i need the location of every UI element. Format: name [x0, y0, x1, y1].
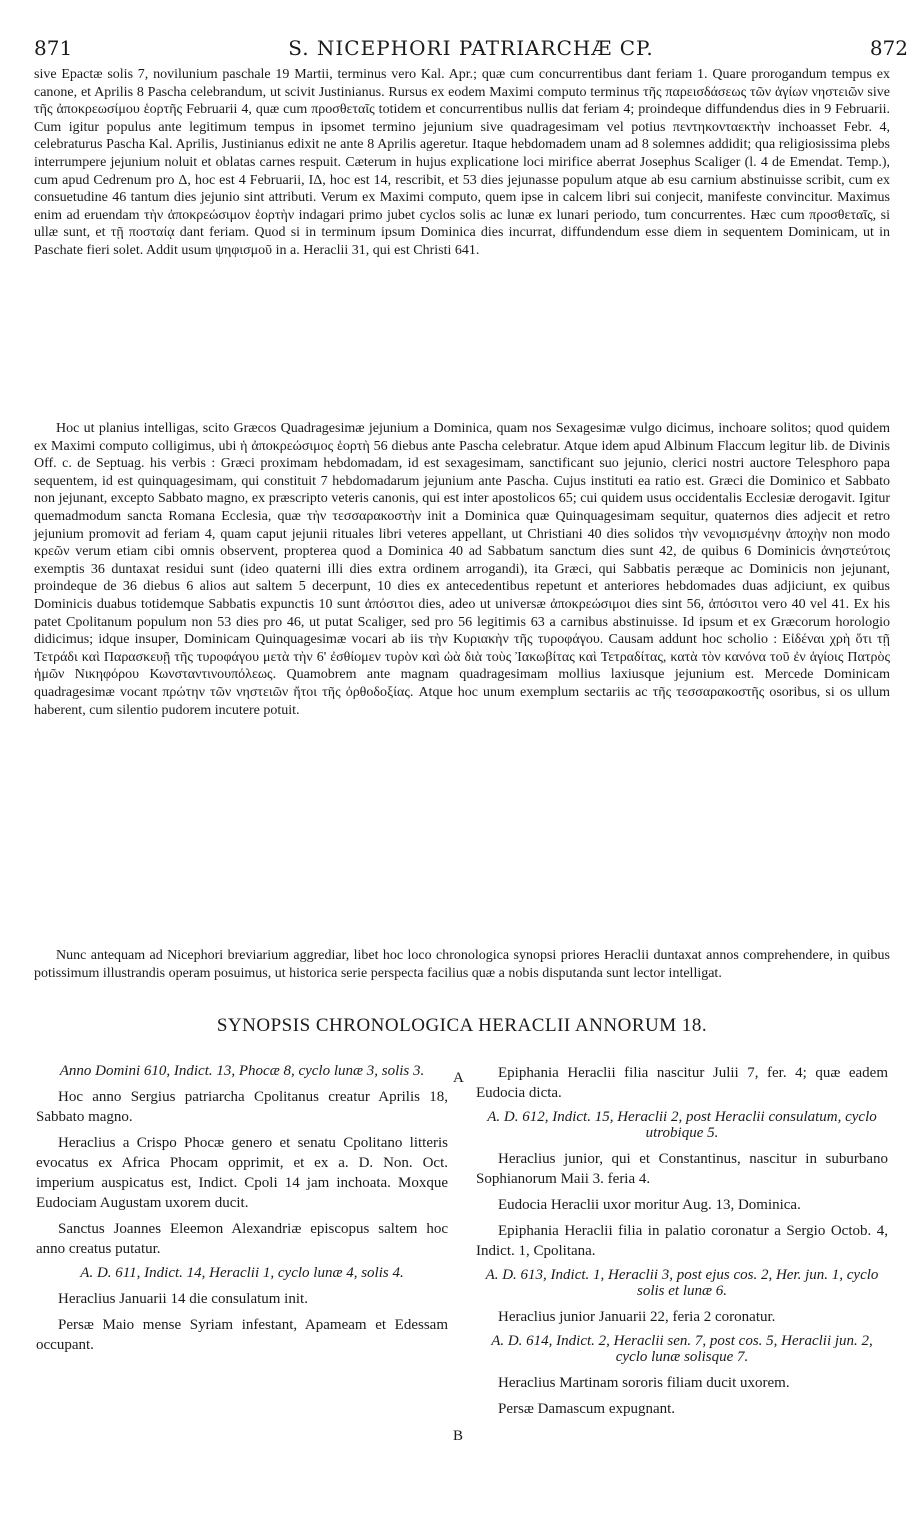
year-heading: A. D. 613, Indict. 1, Heraclii 3, post ejus cos. 2, Her. jun. 1, cyclo solis et lunæ 6. [485, 1267, 879, 1299]
running-header [34, 36, 908, 62]
column-number-right: 872 [869, 36, 908, 60]
margin-letter-b: B [453, 1428, 464, 1444]
synopsis-entry: Heraclius a Crispo Phocæ genero et senatu Cpolitano litteris evocatus ex Africa Phocam opprimit, et ex a. D. Non. Oct. imperium auspicatus est, Indict. Cpoli 14 jam inchoata. Moxque Eudociam Augustam uxorem ducit. [36, 1135, 448, 1211]
year-heading: A. D. 614, Indict. 2, Heraclii sen. 7, post cos. 5, Heraclii jun. 2, cyclo lunæ solisque 7. [491, 1333, 873, 1365]
running-title: S. NICEPHORI PATRIARCHÆ CP. [288, 36, 654, 60]
synopsis-entry: Persæ Maio mense Syriam infestant, Apameam et Edessam occupant. [36, 1317, 448, 1353]
synopsis-right-column [476, 1063, 888, 1425]
synopsis-entry: Heraclius Januarii 14 die consulatum init. [58, 1291, 308, 1307]
year-heading: A. D. 611, Indict. 14, Heraclii 1, cyclo lunæ 4, solis 4. [80, 1265, 404, 1281]
body-paragraph-1: sive Epactæ solis 7, novilunium paschale 19 Martii, terminus vero Kal. Apr.; quæ cum concurrentibus dant feriam 1. Quare prorogandum tempus ex canone, et Aprilis 8 Pascha celebrandum, ut scivit Justinianus. Rursus ex eodem Maximi computo terminus τῆς παρεισδάσεως τῶν ἁγίων νηστειῶν sive τῆς ἀποκρεωσίμου ἑορτῆς Februarii 4, quæ cum προσθεταῖς totidem et concurrentibus nullis dat feriam 4; proindeque diffundendus dies in 9 Februarii. Cum igitur populus ante legitimum tempus in ipsomet termino jejunium sive quadragesimam vel potius πεντηκονταεκτὴν inchoasset Febr. 4, celebraturus Pascha Kal. Aprilis, Justinianus edixit ne ante 8 Aprilis ageretur. Itaque hebdomadem unam ad 8 solemnes addidit; qua religiosissima plebs interrumpere jejunium noluit et oblatas carnes respuit. Cæterum in hujus explicatione loci mirifice aberrat Josephus Scaliger (l. 4 de Emendat. Temp.), cum apud Cedrenum pro Δ, hoc est 4 Februarii, ΙΔ, hoc est 14, rescribit, et 53 dies jejunasse populum atque ab esu carnium abstinuisse scribit, cum ex consuetudine 46 tantum dies jejunio sint attributi. Verum ex Maximi computo, quem ipse in calcem libri sui conjecit, manifeste convincitur. Maximus enim ad eruendam τὴν ἀποκρεώσιμον ἑορτὴν indagari primo jubet cyclos solis ac lunæ ex lunari periodo, tum concurrentes. Hæc cum προσθεταῖς, si ullæ sunt, et τῇ ποσταίᾳ dant feriam. Quod si in terminum ipsum Dominica dies incurrat, diffundendum esse diem in sequentem Dominicam, ut in Paschate fieri solet. Addit usum ψηφισμοῦ in a. Heraclii 31, qui est Christi 641. [34, 67, 890, 258]
synopsis-entry: Hoc anno Sergius patriarcha Cpolitanus creatur Aprilis 18, Sabbato magno. [36, 1089, 448, 1125]
column-number-left: 871 [34, 36, 73, 60]
synopsis-entry: Eudocia Heraclii uxor moritur Aug. 13, Dominica. [498, 1197, 801, 1213]
synopsis-entry: Heraclius Martinam sororis filiam ducit uxorem. [498, 1375, 790, 1391]
body-paragraph-2: Hoc ut planius intelligas, scito Græcos Quadragesimæ jejunium a Dominica, quam nos Sexagesimæ vulgo dicimus, inchoare solitos; quod quidem ex Maximi computo colligimus, ubi ἡ ἀποκρεώσιμος ἑορτὴ 56 diebus ante Pascha celebratur. Atque idem apud Albinum Flaccum legitur lib. de Divinis Off. c. de Septuag. his verbis : Græci proximam hebdomadam, id est sexagesimam, sanctificant suo jejunio, clerici nostri auctore Telesphoro papa sequentem, id est quinquagesimam, qui constituit 7 hebdomadarum jejunium ante Pascha. Cujus instituti ea ratio est. Græci die Dominico et Sabbato non jejunant, excepto Sabbato magno, ex præscripto veteris canonis, qui est inter apostolicos 65; cui quidem usus occidentalis Ecclesiæ derogavit. Igitur quemadmodum sancta Romana Ecclesia, quæ τὴν τεσσαρακοστὴν init a Dominica quæ Quinquagesimam sequitur, quaternos dies adjecit et retro jejunium promovit ad feriam 4, quam caput jejunii rituales libri veteres appellant, ut Christiani 40 dies solidos τὴν νενομισμένην ἀποχὴν non modo κρεῶν verum etiam cibi omnis observent, propterea quod a Dominica 40 ad Sabbatum sanctum dies sunt 42, de quibus 6 Dominicis ἀνηστεύτοις exemptis 36 duntaxat residui sunt (ideo quaterni illi dies extra ordinem arrogandi), ita Græci, qui Sabbatis peræque ac Dominicis non jejunant, proindeque de 36 diebus 6 alios aut saltem 5 decerpunt, 10 dies ex antecedentibus repetunt et anteriores hebdomades duas adjiciunt, ex quibus Dominicis duabus totidemque Sabbatis expunctis 10 sunt ἀπόσιτοι dies, adeo ut universæ ἀποκρεώσιμοι dies sint 56, ἀπόσιτοι vero 40 vel 41. Ex his patet Cpolitanum populum non 53 dies pro 46, ut putat Scaliger, sed pro 56 legitimis 63 a carnibus abstinuisse. Id ipsum et ex Græcorum horologio didicimus; idque insuper, Dominicam Quinquagesimæ vocari ab iis τὴν Κυριακὴν τῆς τυροφάγου. Causam addunt hoc scholio : Εἰδέναι χρὴ ὅτι τῇ Τετράδι καὶ Παρασκευῇ τῆς τυροφάγου μετὰ τὴν 6' ἐσθίομεν τυρὸν καὶ ὠὰ διὰ τοὺς Ἰακωβίτας καὶ Τετραδίτας, κατὰ τὸν κανόνα τοῦ ἐν ἁγίοις Πατρὸς ἡμῶν Νικηφόρου Κωνσταντινουπόλεως. Quamobrem ante magnam quadragesimam mollius laxiusque jejunium est. Mercede Dominicam quadragesimæ vocant πρώτην τῶν νηστειῶν ἤτοι τῆς ὀρθοδοξίας. Atque hoc unum exemplum sectariis ac τῆς τεσσαρακοστῆς osoribus, si os ullum haberent, cum silentio pudorem incutere potuit. [34, 421, 890, 718]
synopsis-left-column [36, 1063, 448, 1361]
year-heading: A. D. 612, Indict. 15, Heraclii 2, post Heraclii consulatum, cyclo utrobique 5. [487, 1109, 877, 1141]
synopsis-entry: Persæ Damascum expugnant. [498, 1401, 676, 1417]
margin-letter-a: A [453, 1070, 464, 1086]
synopsis-entry: Sanctus Joannes Eleemon Alexandriæ episcopus saltem hoc anno creatus putatur. [36, 1221, 448, 1257]
synopsis-entry: Epiphania Heraclii filia nascitur Julii 7, fer. 4; quæ eadem Eudocia dicta. [476, 1065, 888, 1101]
synopsis-entry: Heraclius junior, qui et Constantinus, nascitur in suburbano Sophianorum Maii 3. feria 4. [476, 1151, 888, 1187]
synopsis-entry: Heraclius junior Januarii 22, feria 2 coronatur. [498, 1309, 776, 1325]
year-heading: Anno Domini 610, Indict. 13, Phocæ 8, cyclo lunæ 3, solis 3. [59, 1063, 425, 1079]
synopsis-entry: Epiphania Heraclii filia in palatio coronatur a Sergio Octob. 4, Indict. 1, Cpolitana. [476, 1223, 888, 1259]
section-title: SYNOPSIS CHRONOLOGICA HERACLII ANNORUM 18. [216, 1015, 708, 1036]
body-paragraph-3: Nunc antequam ad Nicephori breviarium aggrediar, libet hoc loco chronologica synopsi priores Heraclii duntaxat annos comprehendere, in quibus potissimum illustrandis operam posuimus, ut historica serie perspecta facilius quæ a nobis disputanda sunt lector intelligat. [34, 948, 890, 981]
